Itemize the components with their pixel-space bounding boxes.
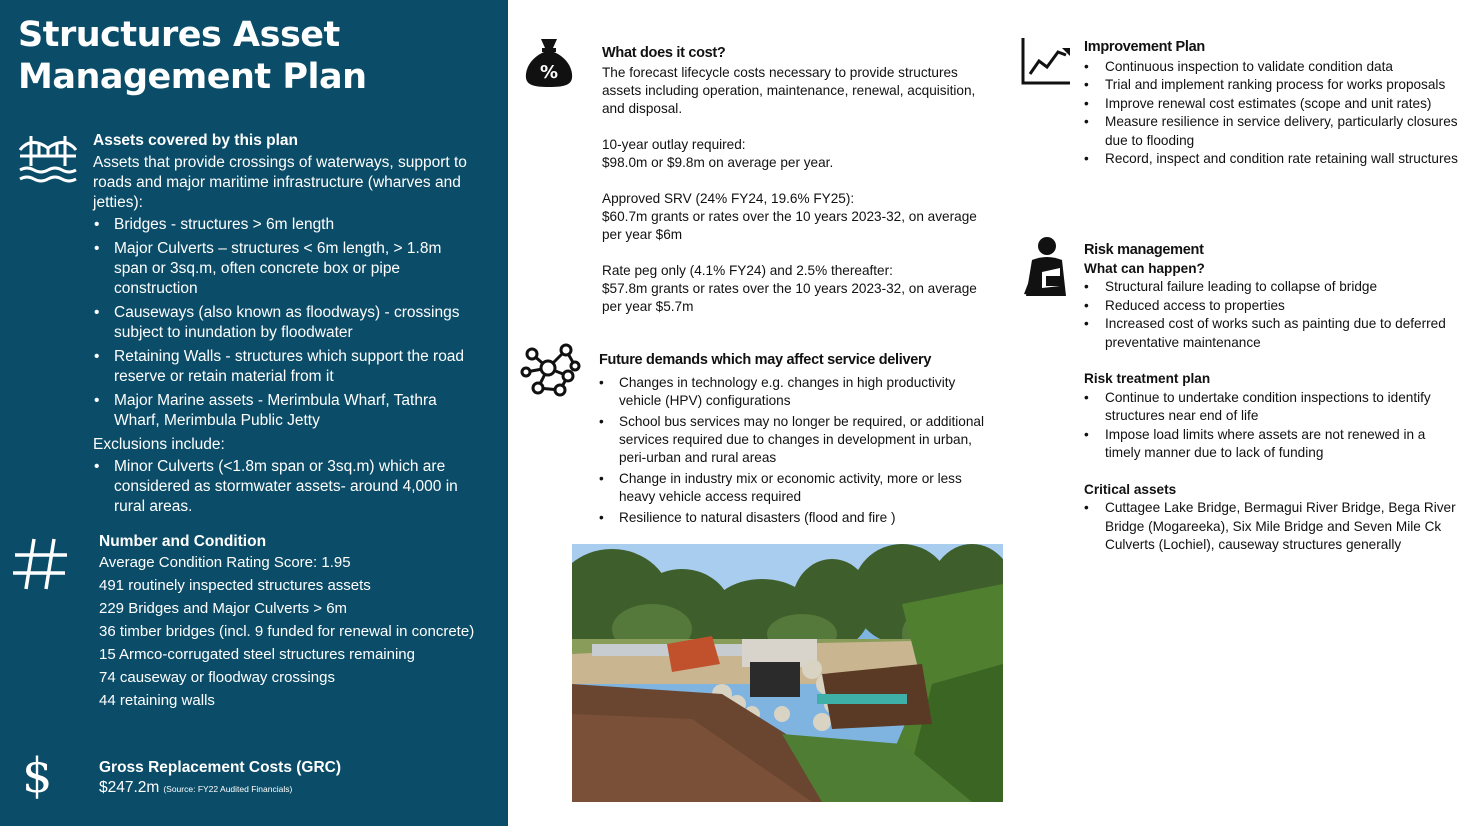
money-bag-percent-icon <box>524 36 574 88</box>
list-item: • Increased cost of works such as painting due to deferred preventative maintenance <box>1084 315 1459 352</box>
culvert-photo <box>572 544 1003 802</box>
list-item: • Retaining Walls - structures which support the road reserve or retain material from it <box>93 347 468 387</box>
list-item: • School bus services may no longer be required, or additional services required due to changes in development in urban, peri-urban and rural areas <box>599 413 989 467</box>
list-item: • Record, inspect and condition rate retaining wall structures <box>1084 150 1459 169</box>
page-title: Structures Asset Management Plan <box>18 15 367 97</box>
cost-text: 10-year outlay required: <box>602 137 746 152</box>
grc-value: $247.2m <box>99 779 160 796</box>
network-icon <box>520 342 582 398</box>
left-panel <box>0 0 508 826</box>
cost-text: $98.0m or $9.8m on average per year. <box>602 155 834 170</box>
condition-line: 15 Armco-corrugated steel structures remaining <box>99 646 415 663</box>
dollar-icon: $ <box>22 748 53 804</box>
improvement-plan-section <box>1084 38 1459 169</box>
assets-list <box>93 215 468 431</box>
assets-heading: Assets covered by this plan <box>93 132 299 149</box>
list-item: • Change in industry mix or economic activity, more or less heavy vehicle access required <box>599 470 989 506</box>
assets-covered-section <box>93 131 468 521</box>
list-item: • Major Marine assets - Merimbula Wharf, Tathra Wharf, Merimbula Public Jetty <box>93 391 468 431</box>
list-item: • Trial and implement ranking process for works proposals <box>1084 76 1459 95</box>
risk-management-section <box>1084 241 1459 573</box>
condition-line: Average Condition Rating Score: 1.95 <box>99 554 351 571</box>
condition-line: 74 causeway or floodway crossings <box>99 669 335 686</box>
cost-text: $57.8m grants or rates over the 10 years 2023-32, on average per year $5.7m <box>602 281 977 314</box>
bridge-icon <box>18 132 78 184</box>
list-item: • Measure resilience in service delivery, particularly closures due to flooding <box>1084 113 1459 150</box>
list-item: • Improve renewal cost estimates (scope and unit rates) <box>1084 95 1459 114</box>
cost-paragraph <box>602 262 982 316</box>
assets-intro: Assets that provide crossings of waterways, support to roads and major maritime infrastructure (wharves and jetties): <box>93 154 467 211</box>
cost-text: Approved SRV (24% FY24, 19.6% FY25): <box>602 191 855 206</box>
number-condition-section <box>99 533 479 714</box>
risk-what-list <box>1084 278 1459 352</box>
condition-line: 491 routinely inspected structures assets <box>99 577 371 594</box>
number-condition-heading: Number and Condition <box>99 533 267 550</box>
critical-assets-block <box>1084 481 1459 555</box>
list-item: • Cuttagee Lake Bridge, Bermagui River Bridge, Bega River Bridge (Mogareeka), Six Mile Bridge and Seven Mile Ck Culverts (Lochiel), causeway structures generally <box>1084 499 1459 555</box>
list-item: • Resilience to natural disasters (flood and fire ) <box>599 509 989 527</box>
grc-source: (Source: FY22 Audited Financials) <box>163 784 293 794</box>
list-item: • Causeways (also known as floodways) - crossings subject to inundation by floodwater <box>93 303 468 343</box>
cost-text: Rate peg only (4.1% FY24) and 2.5% thereafter: <box>602 263 893 278</box>
list-item: • Changes in technology e.g. changes in high productivity vehicle (HPV) configurations <box>599 374 989 410</box>
hash-icon <box>12 536 70 592</box>
grc-heading: Gross Replacement Costs (GRC) <box>99 759 342 776</box>
cost-text: The forecast lifecycle costs necessary to provide structures assets including operation, maintenance, renewal, acquisition, and disposal. <box>602 65 976 116</box>
list-item: • Structural failure leading to collapse of bridge <box>1084 278 1459 297</box>
person-injury-icon <box>1020 236 1070 298</box>
cost-paragraph <box>602 136 982 172</box>
svg-text:%: % <box>539 62 559 83</box>
risk-what-label: What can happen? <box>1084 260 1205 276</box>
cost-heading: What does it cost? <box>602 45 726 61</box>
trend-chart-icon <box>1020 36 1072 86</box>
risk-treatment-label: Risk treatment plan <box>1084 371 1211 386</box>
condition-line: 229 Bridges and Major Culverts > 6m <box>99 600 348 617</box>
condition-line: 36 timber bridges (incl. 9 funded for renewal in concrete) <box>99 623 475 640</box>
grc-section <box>99 759 479 797</box>
risk-what-block <box>1084 260 1459 353</box>
future-demands-section <box>599 351 989 530</box>
future-heading: Future demands which may affect service delivery <box>599 352 932 368</box>
improvement-list <box>1084 58 1459 169</box>
list-item: • Minor Culverts (<1.8m span or 3sq.m) which are considered as stormwater assets- around 4,000 in rural areas. <box>93 457 468 517</box>
condition-line: 44 retaining walls <box>99 692 215 709</box>
critical-assets-label: Critical assets <box>1084 481 1177 497</box>
list-item: • Impose load limits where assets are not renewed in a timely manner due to lack of funding <box>1084 426 1459 463</box>
exclusions-label: Exclusions include: <box>93 436 225 453</box>
list-item: • Reduced access to properties <box>1084 297 1459 316</box>
cost-text: $60.7m grants or rates over the 10 years 2023-32, on average per year $6m <box>602 209 977 242</box>
exclusions-list <box>93 457 468 517</box>
risk-heading: Risk management <box>1084 242 1204 258</box>
critical-assets-list <box>1084 499 1459 555</box>
cost-paragraph <box>602 190 982 244</box>
cost-paragraph <box>602 64 982 118</box>
list-item: • Major Culverts – structures < 6m length, > 1.8m span or 3sq.m, often concrete box or pipe construction <box>93 239 468 299</box>
list-item: • Continuous inspection to validate condition data <box>1084 58 1459 77</box>
risk-treatment-list <box>1084 389 1459 463</box>
improvement-heading: Improvement Plan <box>1084 39 1205 55</box>
future-list <box>599 374 989 527</box>
list-item: • Bridges - structures > 6m length <box>93 215 468 235</box>
risk-treatment-block <box>1084 370 1459 463</box>
list-item: • Continue to undertake condition inspections to identify structures near end of life <box>1084 389 1459 426</box>
cost-section <box>602 44 982 334</box>
